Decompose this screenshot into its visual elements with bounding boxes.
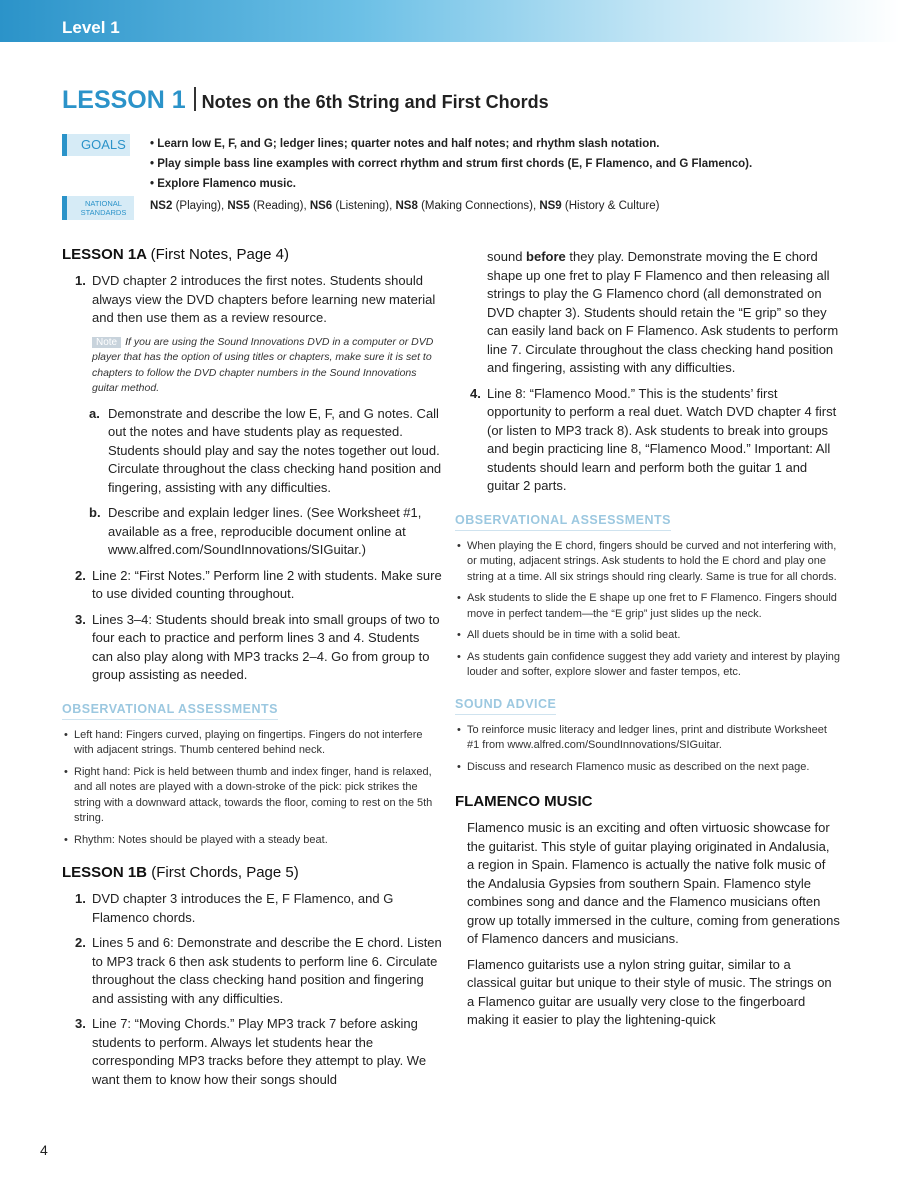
national-standards-tag <box>62 196 134 220</box>
bullet-item: • Left hand: Fingers curved, playing on fingertips. Fingers do not interfere with adjacent strings. Thumb centered behind neck. <box>62 728 442 759</box>
sound-advice-heading: SOUND ADVICE <box>455 697 556 715</box>
note-tag: Note <box>92 337 121 348</box>
list-item-continued: sound before they play. Demonstrate moving the E chord shape up one fret to play F Flamenco and then releasing all strings to play the G Flamenco chord (all demonstrated on DVD chapter 3). Students should retain the “E grip” so they can easily land back on F Flamenco. Ask students to perform line 7. Circulate throughout the class checking hand position and fingering, assisting with any difficulties. <box>487 249 839 375</box>
bullet-item: • All duets should be in time with a solid beat. <box>455 628 840 644</box>
observational-assessments-heading: OBSERVATIONAL ASSESSMENTS <box>455 513 671 531</box>
list-item: 3. Lines 3–4: Students should break into small groups of two to four each to practice and perform lines 3 and 4. Students can also play along with MP3 tracks 2–4. Go from group to group assisting as needed. <box>75 611 440 682</box>
standard-code: NS6 <box>309 200 333 212</box>
list-item: 2. Line 2: “First Notes.” Perform line 2 with students. Make sure to use divided counting throughout. <box>75 567 442 601</box>
standard-desc: (Making Connections) <box>421 200 533 212</box>
list-item: 3. Line 7: “Moving Chords.” Play MP3 track 7 before asking students to perform. Always let students hear the corresponding MP3 tracks before they attempt to play. We want them to know how their songs should <box>75 1016 427 1087</box>
standard-desc: (Listening) <box>335 200 390 212</box>
lesson-number: LESSON 1 <box>62 86 186 114</box>
standard-desc: (History & Culture) <box>564 200 660 212</box>
level-banner <box>0 0 900 42</box>
level-label: Level 1 <box>62 18 120 37</box>
dvd-note: Note If you are using the Sound Innovations DVD in a computer or DVD player that has the option of using titles or chapters, make sure it is set to chapters to follow the DVD chapter numbers in the Sound Innovations guitar method. <box>92 335 434 394</box>
right-column <box>455 248 840 1037</box>
standard-code: NS2 <box>150 200 173 212</box>
goals-list <box>150 136 850 196</box>
standard-code: NS8 <box>395 200 418 212</box>
page-number: 4 <box>40 1142 48 1158</box>
bullet-item: • When playing the E chord, fingers should be curved and not interfering with, or muting, adjacent strings. Ask students to hold the E chord and play one string at a time. All six strings should ring clearly. Same is true for all chords. <box>455 539 840 586</box>
list-item: a. Demonstrate and describe the low E, F, and G notes. Call out the notes and have students play as requested. Students should play and say the notes together out loud. Circulate throughout the class checking hand position and fingering, assisting with any difficulties. <box>89 405 442 495</box>
lesson-title: Notes on the 6th String and First Chords <box>201 92 549 112</box>
standard-desc: (Reading) <box>252 200 304 212</box>
bullet-item: • As students gain confidence suggest they add variety and interest by playing louder and softer, explore slower and faster tempos, etc. <box>455 650 840 681</box>
goal-item: • Learn low E, F, and G; ledger lines; quarter notes and half notes; and rhythm slash notation. <box>150 138 660 150</box>
flamenco-paragraph: Flamenco guitarists use a nylon string guitar, similar to a classical guitar but unique to their style of music. The strings on a Flamenco guitar are usually very close to the fingerboard making it easier to play the lightening-quick <box>467 956 832 1027</box>
standard-desc: (Playing) <box>175 200 221 212</box>
bullet-item: • To reinforce music literacy and ledger lines, print and distribute Worksheet #1 from www.alfred.com/SoundInnovations/SIGuitar. <box>455 723 840 754</box>
standard-code: NS9 <box>539 200 562 212</box>
lesson-heading <box>62 86 549 115</box>
list-item: 4. Line 8: “Flamenco Mood.” This is the students’ first opportunity to perform a real duet. Watch DVD chapter 4 first (or listen to MP3 track 8). Ask students to break into groups and begin practicing line 8, “Flamenco Mood.” Important: All students should learn and perform both the guitar 1 and guitar 2 parts. <box>470 385 837 493</box>
left-column <box>62 246 442 1096</box>
flamenco-music-heading: FLAMENCO MUSIC <box>455 793 593 810</box>
bullet-item: • Discuss and research Flamenco music as described on the next page. <box>455 760 840 776</box>
bullet-item: • Ask students to slide the E shape up one fret to F Flamenco. Fingers should move in perfect tandem—the “E grip” just slides up the neck. <box>455 591 840 622</box>
lesson-1a-heading: LESSON 1A (First Notes, Page 4) <box>62 246 290 263</box>
ns-tag-line1: NATIONAL <box>85 199 122 208</box>
standard-code: NS5 <box>227 200 250 212</box>
bullet-item: • Rhythm: Notes should be played with a steady beat. <box>62 833 442 849</box>
observational-assessments-heading: OBSERVATIONAL ASSESSMENTS <box>62 702 278 720</box>
list-item: b. Describe and explain ledger lines. (See Worksheet #1, available as a free, reproducible document online at www.alfred.com/SoundInnovations/SIGuitar.) <box>89 505 422 557</box>
standards-list: NS2 (Playing), NS5 (Reading), NS6 (Listening), NS8 (Making Connections), NS9 (History & Culture) <box>150 200 660 212</box>
goal-item: • Explore Flamenco music. <box>150 178 296 190</box>
flamenco-paragraph: Flamenco music is an exciting and often virtuosic showcase for the guitarist. This style of guitar playing originated in Andalusia, a region in Spain. Flamenco is actually the native folk music of the Andalusia Gypsies from southern Spain. Flamenco style combines song and dance and the Flamenco musicians often grow up totally immersed in the culture, coming from generations of Flamenco dancers and musicians. <box>467 820 840 946</box>
goal-item: • Play simple bass line examples with correct rhythm and strum first chords (E, F Flamenco, and G Flamenco). <box>150 158 753 170</box>
heading-divider <box>194 87 196 111</box>
list-item: 2. Lines 5 and 6: Demonstrate and describe the E chord. Listen to MP3 track 6 then ask students to perform line 6. Circulate throughout the class checking hand position and fingering and assisting with any difficulties. <box>75 935 442 1006</box>
bullet-item: • Right hand: Pick is held between thumb and index finger, hand is relaxed, and all notes are played with a down-stroke of the pick: pick strikes the string with a downward attack, towards the floor, coming to rest on the 5th string. <box>62 765 442 827</box>
goals-tag: GOALS <box>62 134 130 156</box>
ns-tag-line2: STANDARDS <box>80 208 127 217</box>
lesson-1b-heading: LESSON 1B (First Chords, Page 5) <box>62 864 299 881</box>
list-item: 1. DVD chapter 3 introduces the E, F Flamenco, and G Flamenco chords. <box>75 891 394 925</box>
list-item: 1. DVD chapter 2 introduces the first notes. Students should always view the DVD chapters before learning new material and then use them as a review resource. <box>75 273 436 325</box>
